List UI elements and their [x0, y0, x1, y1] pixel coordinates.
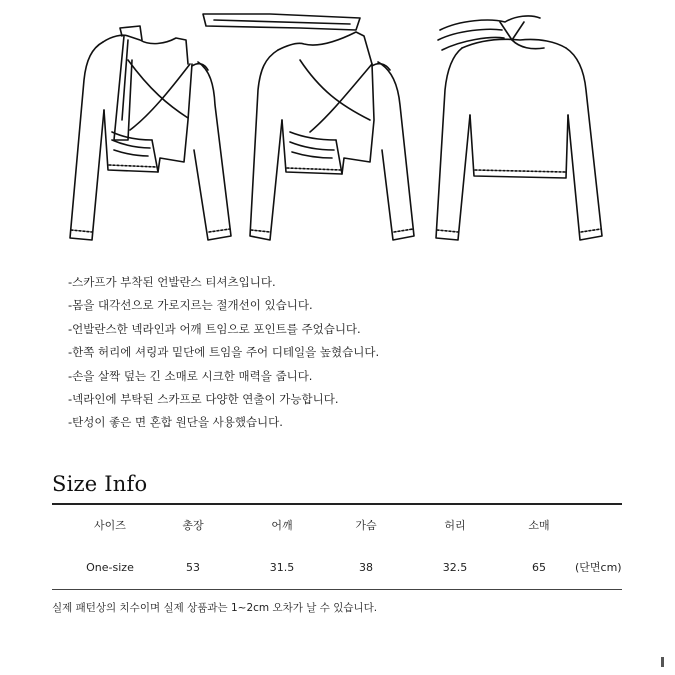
- feature-item: -넥라인에 부탁된 스카프로 다양한 연출이 가능합니다.: [68, 392, 339, 407]
- feature-item: -한쪽 허리에 셔링과 밑단에 트임을 주어 디테일을 높혔습니다.: [68, 345, 380, 360]
- header-length: 총장: [182, 519, 204, 532]
- front-view-sketch-2: [203, 14, 414, 240]
- feature-item: -언발란스한 넥라인과 어깨 트임으로 포인트를 주었습니다.: [68, 321, 361, 336]
- back-view-sketch: [436, 16, 602, 240]
- value-size: One-size: [86, 561, 134, 574]
- value-length: 53: [186, 561, 200, 574]
- value-waist: 32.5: [442, 561, 468, 574]
- feature-item: -탄성이 좋은 면 혼합 원단을 사용했습니다.: [68, 415, 283, 430]
- value-sleeve: 65: [532, 561, 546, 574]
- corner-mark: [661, 657, 664, 667]
- unit-label: (단면cm): [575, 561, 622, 574]
- header-shoulder: 어깨: [271, 519, 293, 532]
- size-info-title: Size Info: [52, 472, 148, 496]
- table-bottom-rule: [52, 589, 622, 590]
- feature-item: -손을 살짝 덮는 긴 소매로 시크한 매력을 줍니다.: [68, 368, 313, 383]
- header-chest: 가슴: [355, 519, 377, 532]
- feature-item: -몸을 대각선으로 가로지르는 절개선이 있습니다.: [68, 298, 313, 313]
- table-top-rule: [52, 503, 622, 505]
- value-chest: 38: [359, 561, 373, 574]
- measurement-note: 실제 패턴상의 치수이며 실제 상품과는 1~2cm 오차가 날 수 있습니다.: [52, 602, 378, 614]
- header-sleeve: 소매: [528, 519, 550, 532]
- header-size: 사이즈: [94, 519, 126, 532]
- garment-sketches: [0, 0, 675, 255]
- header-waist: 허리: [444, 519, 466, 532]
- front-view-sketch-1: [70, 26, 231, 240]
- feature-item: -스카프가 부착된 언발란스 티셔츠입니다.: [68, 275, 276, 289]
- feature-list: [68, 271, 379, 435]
- value-shoulder: 31.5: [269, 561, 295, 574]
